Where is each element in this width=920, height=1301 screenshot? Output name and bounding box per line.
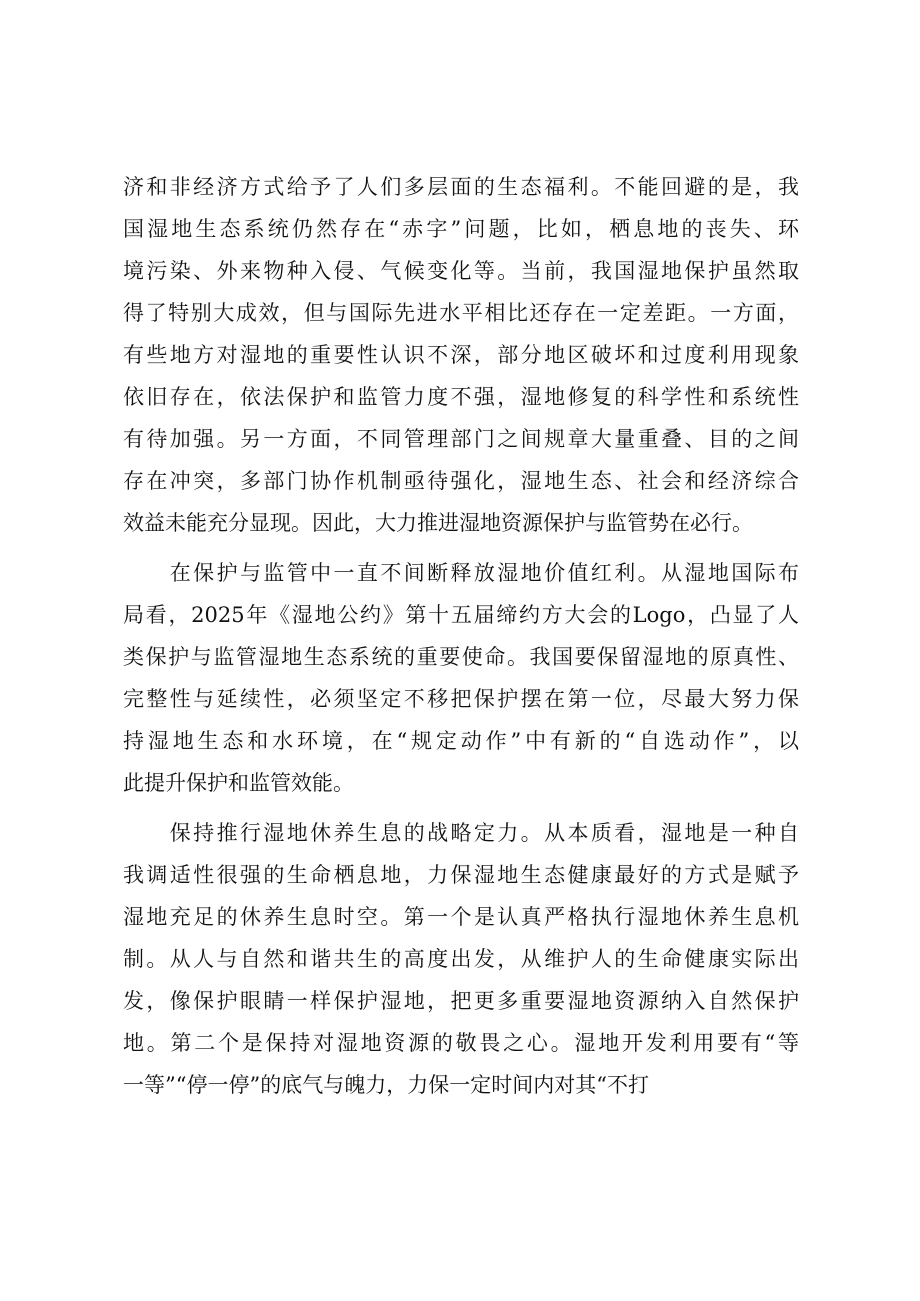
text-line: 有待加强。另一方面，不同管理部门之间规章大量重叠、目的之间 xyxy=(123,427,799,451)
text-line: 局看，2025年《湿地公约》第十五届缔约方大会的Logo，凸显了人 xyxy=(123,603,799,627)
text-line: 济和非经济方式给予了人们多层面的生态福利。不能回避的是，我 xyxy=(123,175,799,199)
document-body xyxy=(123,166,799,1106)
text-line: 一等”“停一停”的底气与魄力，力保一定时间内对其“不打 xyxy=(123,1073,649,1097)
text-line: 湿地充足的休养生息时空。第一个是认真严格执行湿地休养生息机 xyxy=(123,905,799,929)
text-line: 境污染、外来物种入侵、气候变化等。当前，我国湿地保护虽然取 xyxy=(123,259,799,283)
text-line: 效益未能充分显现。因此，大力推进湿地资源保护与监管势在必行。 xyxy=(123,511,753,535)
text-line: 国湿地生态系统仍然存在“赤字”问题，比如，栖息地的丧失、环 xyxy=(123,217,799,241)
text-line: 得了特别大成效，但与国际先进水平相比还存在一定差距。一方面， xyxy=(123,301,799,325)
text-line: 类保护与监管湿地生态系统的重要使命。我国要保留湿地的原真性、 xyxy=(123,645,799,669)
text-line: 有些地方对湿地的重要性认识不深，部分地区破坏和过度利用现象 xyxy=(123,343,799,367)
text-line: 完整性与延续性，必须坚定不移把保护摆在第一位，尽最大努力保 xyxy=(123,687,799,711)
text-line: 在保护与监管中一直不间断释放湿地价值红利。从湿地国际布 xyxy=(123,561,799,585)
paragraph-3 xyxy=(123,812,799,1106)
text-line: 保持推行湿地休养生息的战略定力。从本质看，湿地是一种自 xyxy=(123,821,799,845)
text-line: 依旧存在，依法保护和监管力度不强，湿地修复的科学性和系统性 xyxy=(123,385,799,409)
paragraph-1 xyxy=(123,166,799,544)
text-line: 地。第二个是保持对湿地资源的敬畏之心。湿地开发利用要有“等 xyxy=(123,1031,799,1055)
text-line: 我调适性很强的生命栖息地，力保湿地生态健康最好的方式是赋予 xyxy=(123,863,799,887)
text-line: 发，像保护眼睛一样保护湿地，把更多重要湿地资源纳入自然保护 xyxy=(123,989,799,1013)
text-line: 此提升保护和监管效能。 xyxy=(123,771,354,795)
text-line: 制。从人与自然和谐共生的高度出发，从维护人的生命健康实际出 xyxy=(123,947,799,971)
paragraph-gap xyxy=(123,804,799,812)
text-line: 持湿地生态和水环境，在“规定动作”中有新的“自选动作”，以 xyxy=(123,729,799,753)
paragraph-gap xyxy=(123,544,799,552)
text-line: 存在冲突，多部门协作机制亟待强化，湿地生态、社会和经济综合 xyxy=(123,469,799,493)
paragraph-2 xyxy=(123,552,799,804)
